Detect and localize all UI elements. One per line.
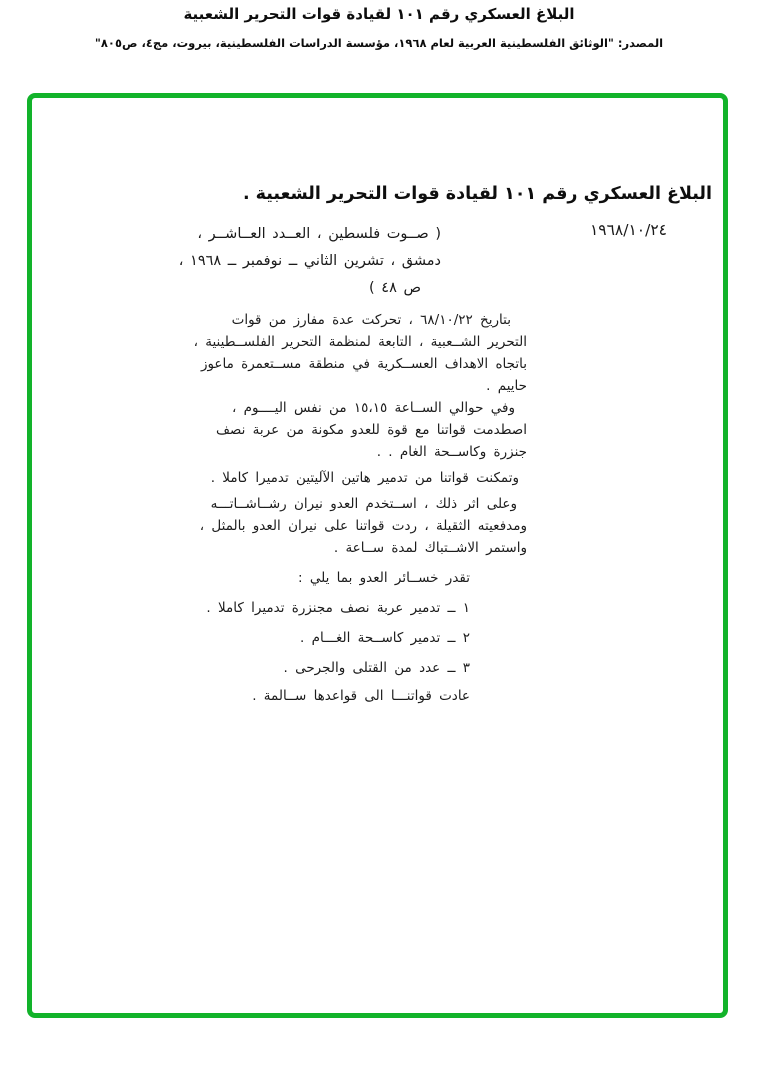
paragraph-line: ومدفعيته الثقيلة ، ردت قواتنا على نيران العدو بالمثل ،	[199, 518, 527, 534]
paragraph-line: وتمكنت قواتنا من تدمير هاتين الآليتين تدميرا كاملا .	[210, 470, 519, 486]
page-title: البلاغ العسكري رقم ١٠١ لقيادة قوات التحرير الشعبية	[183, 5, 575, 23]
document-title: البلاغ العسكري رقم ١٠١ لقيادة قوات التحرير الشعبية .	[242, 184, 712, 204]
closing-line: عادت قواتنـــا الى قواعدها ســالمة .	[252, 688, 470, 704]
list-item: ١ ــ تدمير عربة نصف مجنزرة تدميرا كاملا .	[206, 600, 470, 616]
paragraph-line: اصطدمت قواتنا مع قوة للعدو مكونة من عربة نصف	[215, 422, 527, 438]
losses-intro-line: تقدر خســائر العدو بما يلي :	[298, 570, 470, 586]
paragraph-line: حاييم .	[486, 378, 527, 394]
page-source-line: المصدر: "الوثائق الفلسطينية العربية لعام ١٩٦٨، مؤسسة الدراسات الفلسطينية، بيروت، مج٤، ص٨٠٥"	[94, 36, 664, 50]
document-date: ١٩٦٨/١٠/٢٤	[589, 221, 667, 239]
list-item: ٣ ــ عدد من القتلى والجرحى .	[283, 660, 470, 676]
paragraph-line: وعلى اثر ذلك ، اســتخدم العدو نيران رشــاشــاتـــه	[210, 496, 517, 512]
citation-line: ص ٤٨ )	[369, 280, 421, 296]
paragraph-line: باتجاه الاهداف العســكرية في منطقة مســتعمرة ماعوز	[200, 356, 527, 372]
paragraph-line: وفي حوالي الســاعة ١٥،١٥ من نفس اليــــوم ،	[231, 400, 515, 416]
paragraph-line: جنزرة وكاســحة الغام . .	[376, 444, 527, 460]
list-item: ٢ ــ تدمير كاســحة الغـــام .	[300, 630, 470, 646]
paragraph-line: بتاريخ ٦٨/١٠/٢٢ ، تحركت عدة مفارز من قوات	[231, 312, 511, 328]
citation-line: دمشق ، تشرين الثاني ــ نوفمبر ــ ١٩٦٨ ،	[178, 253, 441, 269]
paragraph-line: واستمر الاشــتباك لمدة ســاعة .	[333, 540, 527, 556]
citation-line: ( صــوت فلسطين ، العــدد العــاشــر ،	[197, 226, 441, 242]
paragraph-line: التحرير الشــعبية ، التابعة لمنظمة التحرير الفلســطينية ،	[193, 334, 527, 350]
